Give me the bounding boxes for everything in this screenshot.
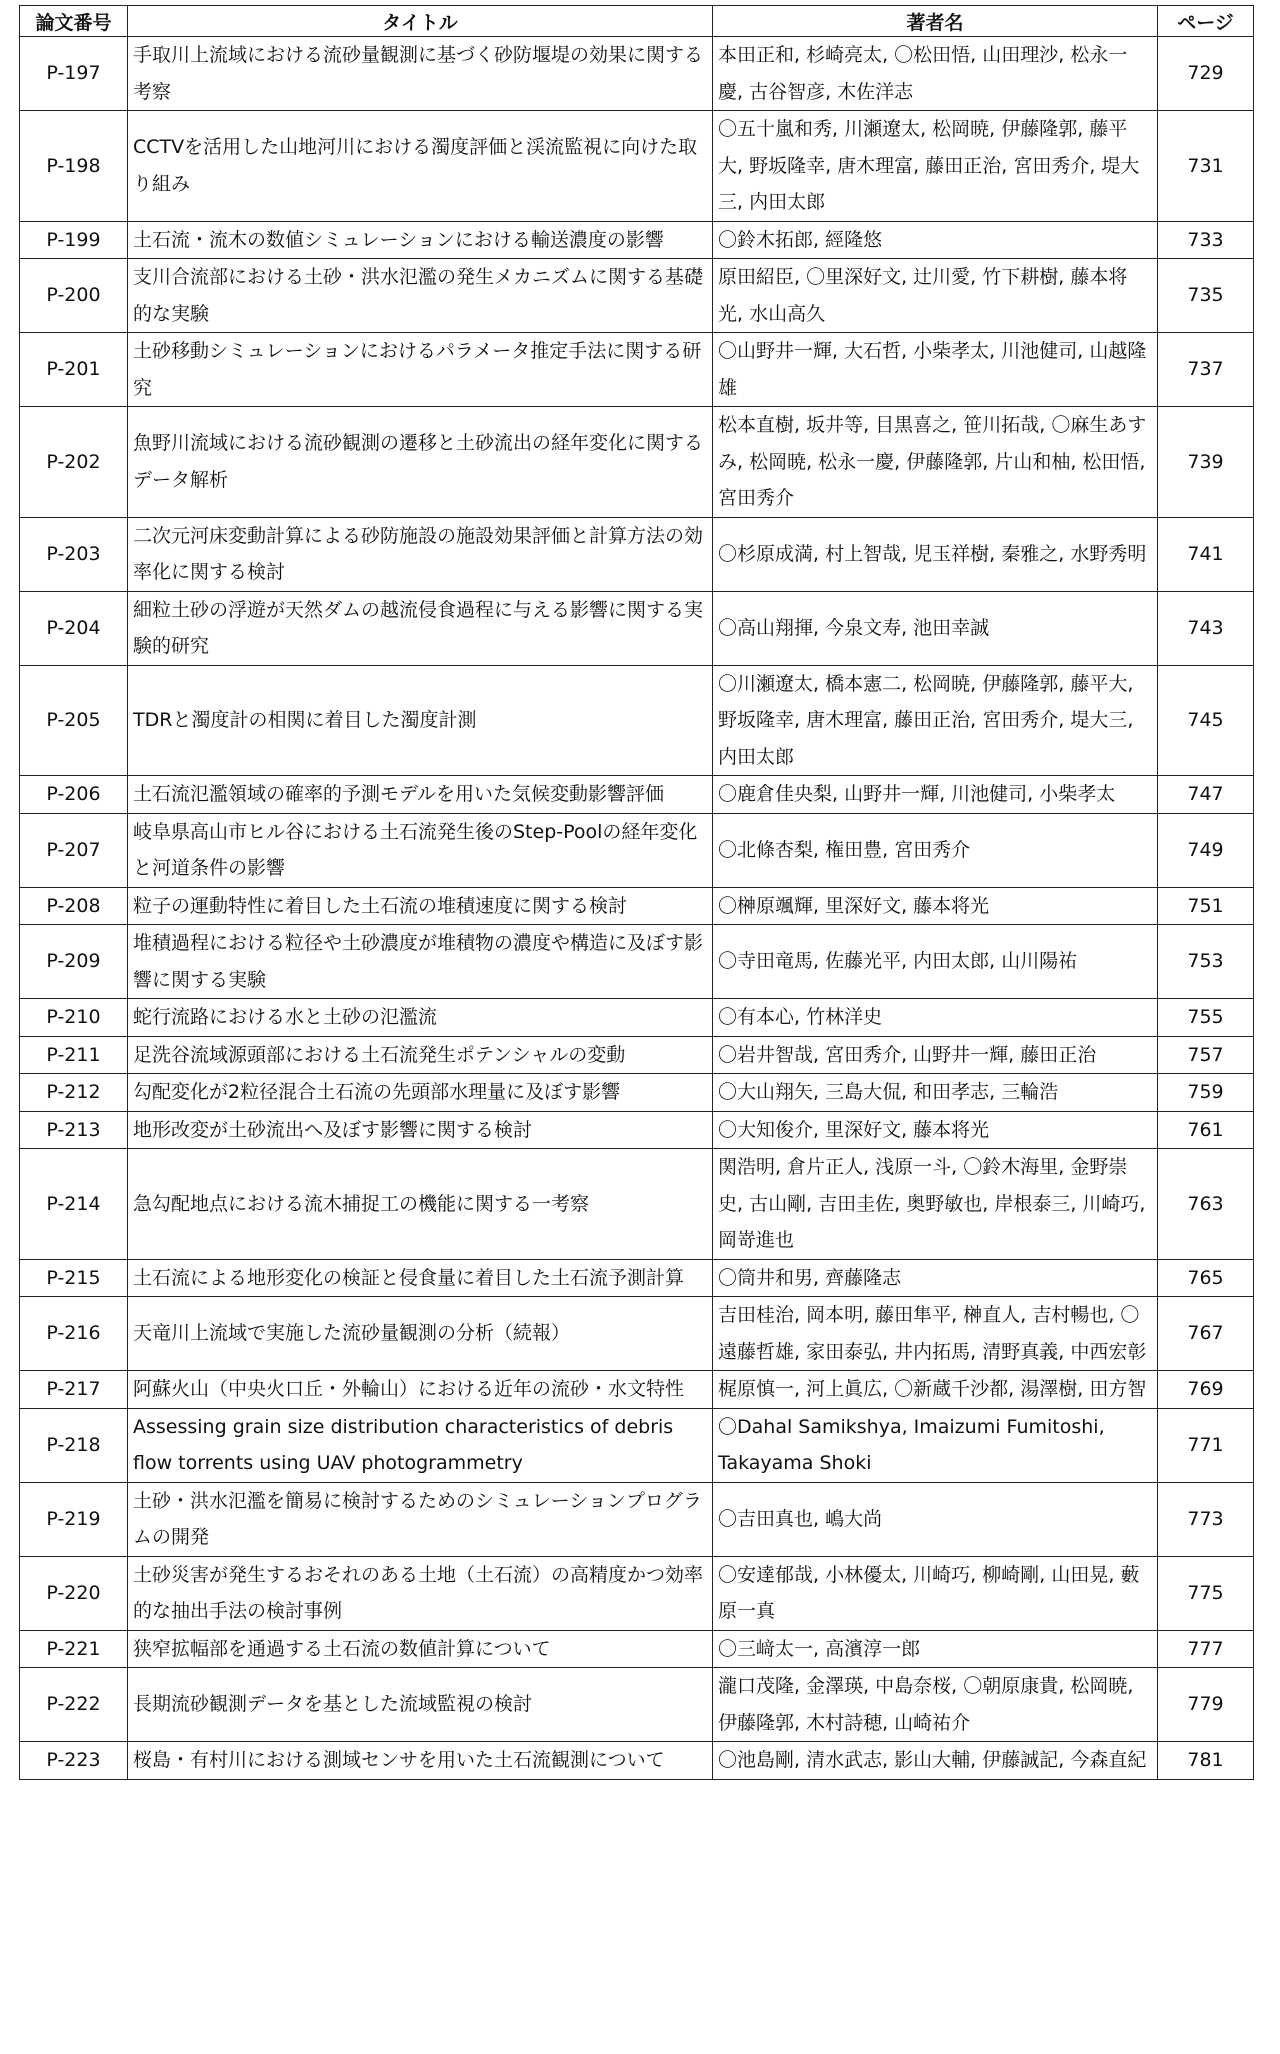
header-row <box>20 6 1254 37</box>
page-cell: 777 <box>1158 1630 1254 1668</box>
authors-cell: 〇山野井一輝, 大石哲, 小柴孝太, 川池健司, 山越隆雄 <box>713 333 1158 407</box>
page-cell: 769 <box>1158 1371 1254 1409</box>
page-cell: 753 <box>1158 925 1254 999</box>
title-cell: 狭窄拡幅部を通過する土石流の数値計算について <box>128 1630 713 1668</box>
authors-cell: 梶原慎一, 河上眞広, 〇新蔵千沙都, 湯澤樹, 田方智 <box>713 1371 1158 1409</box>
paper-number-cell: P-211 <box>20 1036 128 1074</box>
page-cell: 757 <box>1158 1036 1254 1074</box>
paper-number-cell: P-205 <box>20 665 128 776</box>
title-cell: 支川合流部における土砂・洪水氾濫の発生メカニズムに関する基礎的な実験 <box>128 259 713 333</box>
table-row <box>20 1111 1254 1149</box>
paper-number-cell: P-220 <box>20 1556 128 1630</box>
paper-number-cell: P-209 <box>20 925 128 999</box>
authors-cell: 〇寺田竜馬, 佐藤光平, 内田太郎, 山川陽祐 <box>713 925 1158 999</box>
table-row <box>20 407 1254 518</box>
table-row <box>20 1259 1254 1297</box>
authors-cell: 〇高山翔揮, 今泉文寿, 池田幸誠 <box>713 591 1158 665</box>
page-cell: 775 <box>1158 1556 1254 1630</box>
header-page: ページ <box>1158 6 1254 37</box>
paper-list-table <box>19 5 1254 1780</box>
title-cell: 土砂・洪水氾濫を簡易に検討するためのシミュレーションプログラムの開発 <box>128 1482 713 1556</box>
authors-cell: 〇大山翔矢, 三島大侃, 和田孝志, 三輪浩 <box>713 1074 1158 1112</box>
paper-number-cell: P-214 <box>20 1149 128 1260</box>
title-cell: 土石流による地形変化の検証と侵食量に着目した土石流予測計算 <box>128 1259 713 1297</box>
table-row <box>20 1036 1254 1074</box>
authors-cell: 〇榊原颯輝, 里深好文, 藤本将光 <box>713 887 1158 925</box>
paper-number-cell: P-202 <box>20 407 128 518</box>
paper-number-cell: P-216 <box>20 1297 128 1371</box>
authors-cell: 〇北條杏梨, 権田豊, 宮田秀介 <box>713 813 1158 887</box>
page-cell: 749 <box>1158 813 1254 887</box>
page-cell: 765 <box>1158 1259 1254 1297</box>
title-cell: 蛇行流路における水と土砂の氾濫流 <box>128 999 713 1037</box>
title-cell: 手取川上流域における流砂量観測に基づく砂防堰堤の効果に関する考察 <box>128 37 713 111</box>
paper-number-cell: P-197 <box>20 37 128 111</box>
authors-cell: 吉田桂治, 岡本明, 藤田隼平, 榊直人, 吉村暢也, 〇遠藤哲雄, 家田泰弘, 井内拓馬, 清野真義, 中西宏彰 <box>713 1297 1158 1371</box>
title-cell: 細粒土砂の浮遊が天然ダムの越流侵食過程に与える影響に関する実験的研究 <box>128 591 713 665</box>
header-title: タイトル <box>128 6 713 37</box>
table-row <box>20 887 1254 925</box>
table-row <box>20 813 1254 887</box>
table-row <box>20 221 1254 259</box>
title-cell: 土砂災害が発生するおそれのある土地（土石流）の高精度かつ効率的な抽出手法の検討事例 <box>128 1556 713 1630</box>
paper-number-cell: P-215 <box>20 1259 128 1297</box>
title-cell: 二次元河床変動計算による砂防施設の施設効果評価と計算方法の効率化に関する検討 <box>128 517 713 591</box>
paper-number-cell: P-204 <box>20 591 128 665</box>
authors-cell: 瀧口茂隆, 金澤瑛, 中島奈桜, 〇朝原康貴, 松岡暁, 伊藤隆郭, 木村詩穂, 山崎祐介 <box>713 1668 1158 1742</box>
authors-cell: 関浩明, 倉片正人, 浅原一斗, 〇鈴木海里, 金野崇史, 古山剛, 吉田圭佐, 奥野敏也, 岸根泰三, 川崎巧, 岡嵜進也 <box>713 1149 1158 1260</box>
page-cell: 741 <box>1158 517 1254 591</box>
page-cell: 781 <box>1158 1742 1254 1780</box>
table-row <box>20 1408 1254 1482</box>
table-row <box>20 1630 1254 1668</box>
table-row <box>20 925 1254 999</box>
table-header <box>20 6 1254 37</box>
table-row <box>20 333 1254 407</box>
page-cell: 763 <box>1158 1149 1254 1260</box>
table-row <box>20 517 1254 591</box>
authors-cell: 〇鹿倉佳央梨, 山野井一輝, 川池健司, 小柴孝太 <box>713 776 1158 814</box>
paper-number-cell: P-217 <box>20 1371 128 1409</box>
paper-number-cell: P-223 <box>20 1742 128 1780</box>
page-cell: 751 <box>1158 887 1254 925</box>
paper-number-cell: P-201 <box>20 333 128 407</box>
title-cell: 勾配変化が2粒径混合土石流の先頭部水理量に及ぼす影響 <box>128 1074 713 1112</box>
title-cell: 魚野川流域における流砂観測の遷移と土砂流出の経年変化に関するデータ解析 <box>128 407 713 518</box>
table-row <box>20 665 1254 776</box>
page-cell: 729 <box>1158 37 1254 111</box>
title-cell: 岐阜県高山市ヒル谷における土石流発生後のStep-Poolの経年変化と河道条件の影響 <box>128 813 713 887</box>
authors-cell: 〇筒井和男, 齊藤隆志 <box>713 1259 1158 1297</box>
authors-cell: 松本直樹, 坂井等, 目黒喜之, 笹川拓哉, 〇麻生あすみ, 松岡暁, 松永一慶, 伊藤隆郭, 片山和柚, 松田悟, 宮田秀介 <box>713 407 1158 518</box>
authors-cell: 原田紹臣, 〇里深好文, 辻川愛, 竹下耕樹, 藤本将光, 水山高久 <box>713 259 1158 333</box>
authors-cell: 〇安達郁哉, 小林優太, 川崎巧, 柳崎剛, 山田晃, 藪原一真 <box>713 1556 1158 1630</box>
paper-number-cell: P-218 <box>20 1408 128 1482</box>
table-row <box>20 1742 1254 1780</box>
page-cell: 731 <box>1158 111 1254 222</box>
authors-cell: 〇Dahal Samikshya, Imaizumi Fumitoshi, Takayama Shoki <box>713 1408 1158 1482</box>
paper-number-cell: P-208 <box>20 887 128 925</box>
title-cell: 阿蘇火山（中央火口丘・外輪山）における近年の流砂・水文特性 <box>128 1371 713 1409</box>
title-cell: 土石流氾濫領域の確率的予測モデルを用いた気候変動影響評価 <box>128 776 713 814</box>
page-cell: 767 <box>1158 1297 1254 1371</box>
title-cell: 長期流砂観測データを基とした流域監視の検討 <box>128 1668 713 1742</box>
table-row <box>20 1371 1254 1409</box>
paper-number-cell: P-198 <box>20 111 128 222</box>
paper-number-cell: P-200 <box>20 259 128 333</box>
table-row <box>20 1074 1254 1112</box>
header-authors: 著者名 <box>713 6 1158 37</box>
table-row <box>20 999 1254 1037</box>
page-cell: 773 <box>1158 1482 1254 1556</box>
title-cell: 急勾配地点における流木捕捉工の機能に関する一考察 <box>128 1149 713 1260</box>
page-cell: 759 <box>1158 1074 1254 1112</box>
paper-number-cell: P-212 <box>20 1074 128 1112</box>
title-cell: 粒子の運動特性に着目した土石流の堆積速度に関する検討 <box>128 887 713 925</box>
authors-cell: 〇有本心, 竹林洋史 <box>713 999 1158 1037</box>
authors-cell: 本田正和, 杉崎亮太, 〇松田悟, 山田理沙, 松永一慶, 古谷智彦, 木佐洋志 <box>713 37 1158 111</box>
page-cell: 733 <box>1158 221 1254 259</box>
page-cell: 747 <box>1158 776 1254 814</box>
table-row <box>20 1297 1254 1371</box>
title-cell: 地形改変が土砂流出へ及ぼす影響に関する検討 <box>128 1111 713 1149</box>
authors-cell: 〇大知俊介, 里深好文, 藤本将光 <box>713 1111 1158 1149</box>
page-cell: 737 <box>1158 333 1254 407</box>
paper-list-sheet <box>19 5 1253 1780</box>
title-cell: 土砂移動シミュレーションにおけるパラメータ推定手法に関する研究 <box>128 333 713 407</box>
title-cell: TDRと濁度計の相関に着目した濁度計測 <box>128 665 713 776</box>
authors-cell: 〇吉田真也, 嶋大尚 <box>713 1482 1158 1556</box>
title-cell: Assessing grain size distribution characteristics of debris flow torrents using UAV photogrammetry <box>128 1408 713 1482</box>
paper-number-cell: P-219 <box>20 1482 128 1556</box>
paper-number-cell: P-206 <box>20 776 128 814</box>
page-cell: 779 <box>1158 1668 1254 1742</box>
title-cell: 堆積過程における粒径や土砂濃度が堆積物の濃度や構造に及ぼす影響に関する実験 <box>128 925 713 999</box>
table-row <box>20 1668 1254 1742</box>
page-cell: 743 <box>1158 591 1254 665</box>
authors-cell: 〇川瀬遼太, 橋本憲二, 松岡暁, 伊藤隆郭, 藤平大, 野坂隆幸, 唐木理富, 藤田正治, 宮田秀介, 堤大三, 内田太郎 <box>713 665 1158 776</box>
authors-cell: 〇五十嵐和秀, 川瀬遼太, 松岡暁, 伊藤隆郭, 藤平大, 野坂隆幸, 唐木理富, 藤田正治, 宮田秀介, 堤大三, 内田太郎 <box>713 111 1158 222</box>
paper-number-cell: P-199 <box>20 221 128 259</box>
authors-cell: 〇岩井智哉, 宮田秀介, 山野井一輝, 藤田正治 <box>713 1036 1158 1074</box>
page-cell: 771 <box>1158 1408 1254 1482</box>
authors-cell: 〇鈴木拓郎, 經隆悠 <box>713 221 1158 259</box>
paper-number-cell: P-207 <box>20 813 128 887</box>
page-cell: 735 <box>1158 259 1254 333</box>
page-cell: 739 <box>1158 407 1254 518</box>
page-cell: 761 <box>1158 1111 1254 1149</box>
paper-number-cell: P-203 <box>20 517 128 591</box>
title-cell: 土石流・流木の数値シミュレーションにおける輸送濃度の影響 <box>128 221 713 259</box>
table-row <box>20 259 1254 333</box>
header-paper-number: 論文番号 <box>20 6 128 37</box>
page-cell: 755 <box>1158 999 1254 1037</box>
table-row <box>20 1556 1254 1630</box>
authors-cell: 〇池島剛, 清水武志, 影山大輔, 伊藤誠記, 今森直紀 <box>713 1742 1158 1780</box>
paper-number-cell: P-210 <box>20 999 128 1037</box>
title-cell: 桜島・有村川における測域センサを用いた土石流観測について <box>128 1742 713 1780</box>
table-body <box>20 37 1254 1780</box>
table-row <box>20 776 1254 814</box>
paper-number-cell: P-222 <box>20 1668 128 1742</box>
table-row <box>20 591 1254 665</box>
title-cell: 足洗谷流域源頭部における土石流発生ポテンシャルの変動 <box>128 1036 713 1074</box>
page-cell: 745 <box>1158 665 1254 776</box>
authors-cell: 〇杉原成満, 村上智哉, 児玉祥樹, 秦雅之, 水野秀明 <box>713 517 1158 591</box>
paper-number-cell: P-221 <box>20 1630 128 1668</box>
table-row <box>20 111 1254 222</box>
title-cell: 天竜川上流域で実施した流砂量観測の分析（続報） <box>128 1297 713 1371</box>
table-row <box>20 1149 1254 1260</box>
title-cell: CCTVを活用した山地河川における濁度評価と渓流監視に向けた取り組み <box>128 111 713 222</box>
table-row <box>20 37 1254 111</box>
paper-number-cell: P-213 <box>20 1111 128 1149</box>
authors-cell: 〇三﨑太一, 高濱淳一郎 <box>713 1630 1158 1668</box>
table-row <box>20 1482 1254 1556</box>
